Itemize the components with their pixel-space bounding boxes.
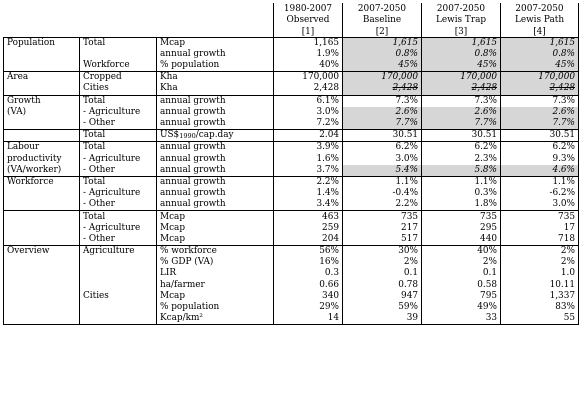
value-cell: 1.1% (422, 176, 501, 188)
col-header-label: Lewis Path (501, 14, 579, 25)
value-cell: 5.4% (343, 165, 422, 177)
value-cell: 14 (274, 313, 343, 325)
value-cell: 6.2% (501, 142, 579, 154)
value-cell: 16% (274, 257, 343, 268)
value-cell: 1.8% (422, 199, 501, 211)
value-cell: 10.11 (501, 280, 579, 291)
row-sub: - Other (80, 118, 157, 130)
table-row (4, 313, 579, 325)
value-cell: 30.51 (422, 130, 501, 142)
table-row (4, 245, 579, 257)
row-sub (80, 302, 157, 313)
value-cell: 170,000 (274, 72, 343, 84)
value-cell: 2,428 (274, 83, 343, 95)
value-cell: 0.58 (422, 280, 501, 291)
row-section (4, 313, 80, 325)
row-sub: Workforce (80, 60, 157, 72)
table-row (4, 72, 579, 84)
table-row (4, 223, 579, 234)
row-sub: - Agriculture (80, 107, 157, 118)
value-cell: 2.6% (422, 107, 501, 118)
value-cell: 0.8% (501, 49, 579, 60)
col-header-period: 2007-2050 (501, 3, 579, 14)
row-section (4, 280, 80, 291)
row-sub: - Agriculture (80, 223, 157, 234)
table-row (4, 291, 579, 302)
value-cell: 170,000 (422, 72, 501, 84)
value-cell: 59% (343, 302, 422, 313)
value-cell: 7.7% (343, 118, 422, 130)
value-cell: 2.6% (501, 107, 579, 118)
value-cell: -6.2% (501, 188, 579, 199)
value-cell: 2% (422, 257, 501, 268)
table-row (4, 165, 579, 177)
value-cell: 7.3% (501, 95, 579, 107)
row-sub: Agriculture (80, 245, 157, 257)
value-cell: 30.51 (501, 130, 579, 142)
value-cell: 45% (343, 60, 422, 72)
row-unit: Mcap (157, 291, 274, 302)
row-unit: annual growth (157, 199, 274, 211)
value-cell: 795 (422, 291, 501, 302)
row-unit: annual growth (157, 107, 274, 118)
value-cell: 1.1% (343, 176, 422, 188)
value-cell: 170,000 (343, 72, 422, 84)
table-row (4, 142, 579, 154)
value-cell: 718 (501, 234, 579, 246)
row-section (4, 257, 80, 268)
row-section: Labour (4, 142, 80, 154)
value-cell: 735 (343, 211, 422, 223)
table-body (4, 37, 579, 325)
value-cell: 1,615 (501, 37, 579, 49)
value-cell: 45% (501, 60, 579, 72)
row-section: (VA) (4, 107, 80, 118)
value-cell: 3.0% (501, 199, 579, 211)
row-unit: Kha (157, 83, 274, 95)
value-cell: 340 (274, 291, 343, 302)
table-row (4, 60, 579, 72)
value-cell: 295 (422, 223, 501, 234)
row-unit: annual growth (157, 142, 274, 154)
value-cell: 56% (274, 245, 343, 257)
table-row (4, 302, 579, 313)
value-cell: 5.8% (422, 165, 501, 177)
value-cell: 6.1% (274, 95, 343, 107)
col-header-period: 2007-2050 (422, 3, 501, 14)
value-cell: 45% (422, 60, 501, 72)
table-row (4, 257, 579, 268)
row-sub: Total (80, 142, 157, 154)
value-cell: 1.4% (274, 188, 343, 199)
row-section: Workforce (4, 176, 80, 188)
value-cell: 7.3% (343, 95, 422, 107)
table-row (4, 37, 579, 49)
value-cell: 440 (422, 234, 501, 246)
value-cell: 735 (422, 211, 501, 223)
value-cell: 463 (274, 211, 343, 223)
row-unit: annual growth (157, 176, 274, 188)
value-cell: 1.1% (501, 176, 579, 188)
row-unit: Kha (157, 72, 274, 84)
row-unit: % population (157, 60, 274, 72)
value-cell: 3.7% (274, 165, 343, 177)
value-cell: 517 (343, 234, 422, 246)
row-unit: Kcap/km² (157, 313, 274, 325)
table-row (4, 188, 579, 199)
value-cell: -0.4% (343, 188, 422, 199)
results-table (3, 3, 579, 325)
value-cell: 40% (422, 245, 501, 257)
table-row (4, 176, 579, 188)
row-unit: % population (157, 302, 274, 313)
row-section (4, 234, 80, 246)
row-sub: Cropped (80, 72, 157, 84)
row-section (4, 60, 80, 72)
value-cell: 7.2% (274, 118, 343, 130)
row-unit: Mcap (157, 211, 274, 223)
value-cell: 39 (343, 313, 422, 325)
value-cell: 1,337 (501, 291, 579, 302)
value-cell: 2,428 (501, 83, 579, 95)
row-sub: - Other (80, 234, 157, 246)
row-unit: Mcap (157, 223, 274, 234)
value-cell: 30% (343, 245, 422, 257)
value-cell: 3.9% (274, 142, 343, 154)
value-cell: 170,000 (501, 72, 579, 84)
value-cell: 30.51 (343, 130, 422, 142)
value-cell: 204 (274, 234, 343, 246)
row-section (4, 291, 80, 302)
row-section (4, 223, 80, 234)
value-cell: 1.0 (501, 268, 579, 279)
row-unit: annual growth (157, 153, 274, 164)
row-unit: US$1990/cap.day (157, 130, 274, 142)
value-cell: 0.8% (422, 49, 501, 60)
row-sub (80, 313, 157, 325)
row-section: Growth (4, 95, 80, 107)
row-sub (80, 257, 157, 268)
col-header-index: [1] (274, 25, 343, 37)
value-cell: 33 (422, 313, 501, 325)
row-unit: annual growth (157, 49, 274, 60)
table-row (4, 95, 579, 107)
value-cell: 7.7% (422, 118, 501, 130)
value-cell: 2.3% (422, 153, 501, 164)
value-cell: 6.2% (343, 142, 422, 154)
value-cell: 217 (343, 223, 422, 234)
row-unit: ha/farmer (157, 280, 274, 291)
value-cell: 2.2% (343, 199, 422, 211)
value-cell: 735 (501, 211, 579, 223)
row-section (4, 118, 80, 130)
value-cell: 7.3% (422, 95, 501, 107)
value-cell: 0.66 (274, 280, 343, 291)
row-sub: Total (80, 176, 157, 188)
value-cell: 1,615 (343, 37, 422, 49)
value-cell: 0.78 (343, 280, 422, 291)
value-cell: 2,428 (343, 83, 422, 95)
col-header-period: 1980-2007 (274, 3, 343, 14)
col-header-period: 2007-2050 (343, 3, 422, 14)
row-sub: Cities (80, 83, 157, 95)
row-unit: % GDP (VA) (157, 257, 274, 268)
value-cell: 0.3% (422, 188, 501, 199)
value-cell: 0.1 (343, 268, 422, 279)
value-cell: 2,428 (422, 83, 501, 95)
row-section (4, 83, 80, 95)
col-header-label: Lewis Trap (422, 14, 501, 25)
col-header-label: Observed (274, 14, 343, 25)
row-sub: Cities (80, 291, 157, 302)
table-row (4, 118, 579, 130)
col-header-label: Baseline (343, 14, 422, 25)
table-row (4, 268, 579, 279)
value-cell: 0.1 (422, 268, 501, 279)
value-cell: 259 (274, 223, 343, 234)
row-sub: Total (80, 95, 157, 107)
row-unit: annual growth (157, 95, 274, 107)
row-unit: % workforce (157, 245, 274, 257)
row-section: Area (4, 72, 80, 84)
table-row (4, 153, 579, 164)
row-unit: annual growth (157, 165, 274, 177)
row-sub (80, 280, 157, 291)
value-cell: 40% (274, 60, 343, 72)
value-cell: 2.04 (274, 130, 343, 142)
value-cell: 3.0% (343, 153, 422, 164)
table-row (4, 211, 579, 223)
row-section (4, 199, 80, 211)
value-cell: 0.3 (274, 268, 343, 279)
value-cell: 947 (343, 291, 422, 302)
row-sub (80, 49, 157, 60)
value-cell: 7.7% (501, 118, 579, 130)
table-row (4, 49, 579, 60)
row-section (4, 211, 80, 223)
table-row (4, 107, 579, 118)
table-row (4, 199, 579, 211)
value-cell: 55 (501, 313, 579, 325)
row-unit: LIR (157, 268, 274, 279)
table-row (4, 234, 579, 246)
col-header-index: [2] (343, 25, 422, 37)
row-section (4, 49, 80, 60)
row-sub: Total (80, 211, 157, 223)
row-section (4, 302, 80, 313)
value-cell: 2.6% (343, 107, 422, 118)
table-row (4, 130, 579, 142)
col-header-index: [3] (422, 25, 501, 37)
row-section: Overview (4, 245, 80, 257)
row-section: (VA/worker) (4, 165, 80, 177)
row-unit: annual growth (157, 188, 274, 199)
col-header-index: [4] (501, 25, 579, 37)
value-cell: 49% (422, 302, 501, 313)
value-cell: 29% (274, 302, 343, 313)
row-sub: Total (80, 130, 157, 142)
row-sub: - Other (80, 199, 157, 211)
row-section (4, 268, 80, 279)
value-cell: 3.4% (274, 199, 343, 211)
row-unit: annual growth (157, 118, 274, 130)
row-section (4, 188, 80, 199)
value-cell: 2.2% (274, 176, 343, 188)
row-unit: Mcap (157, 234, 274, 246)
row-section: productivity (4, 153, 80, 164)
value-cell: 1.6% (274, 153, 343, 164)
row-section: Population (4, 37, 80, 49)
table-row (4, 280, 579, 291)
value-cell: 83% (501, 302, 579, 313)
row-sub: - Agriculture (80, 153, 157, 164)
value-cell: 17 (501, 223, 579, 234)
value-cell: 9.3% (501, 153, 579, 164)
value-cell: 2% (501, 245, 579, 257)
value-cell: 3.0% (274, 107, 343, 118)
row-sub (80, 268, 157, 279)
row-unit: Mcap (157, 37, 274, 49)
row-sub: - Agriculture (80, 188, 157, 199)
table-row (4, 83, 579, 95)
value-cell: 1,165 (274, 37, 343, 49)
value-cell: 4.6% (501, 165, 579, 177)
value-cell: 2% (343, 257, 422, 268)
value-cell: 1,615 (422, 37, 501, 49)
row-sub: Total (80, 37, 157, 49)
value-cell: 2% (501, 257, 579, 268)
row-section (4, 130, 80, 142)
row-sub: - Other (80, 165, 157, 177)
value-cell: 6.2% (422, 142, 501, 154)
value-cell: 1.9% (274, 49, 343, 60)
value-cell: 0.8% (343, 49, 422, 60)
